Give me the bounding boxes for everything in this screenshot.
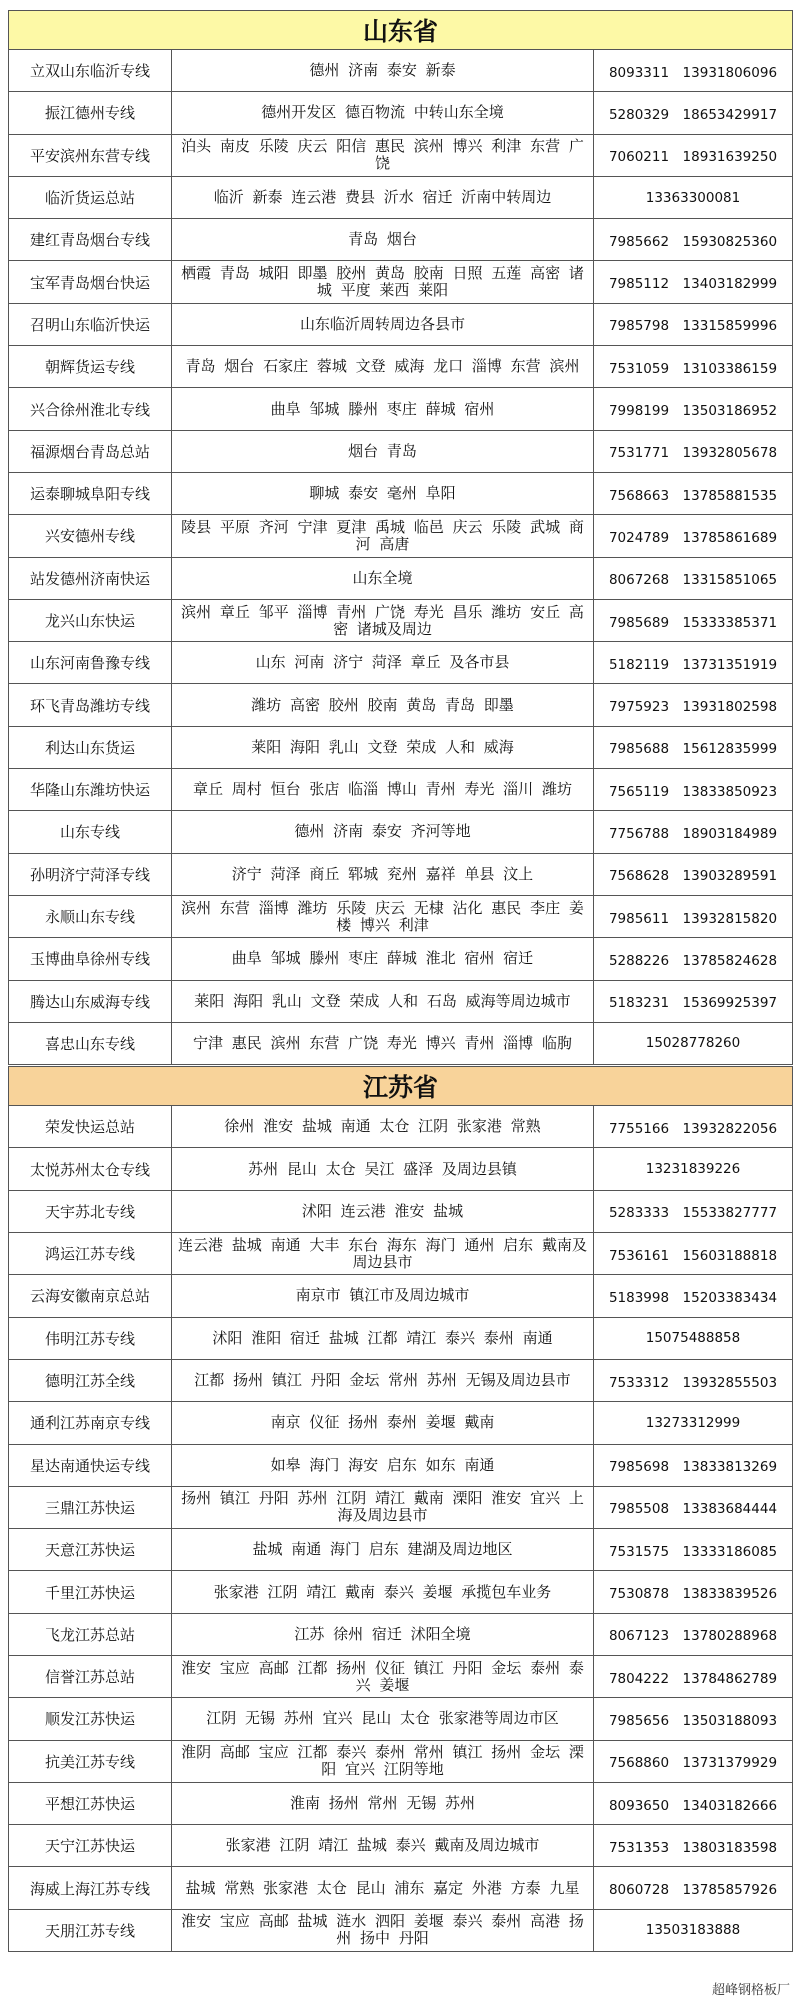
phone-numbers: 7985798 13315859996 [608, 318, 778, 335]
phone-numbers: 7985689 15333385371 [608, 614, 778, 631]
phone-numbers: 7755166 13932822056 [608, 1120, 778, 1137]
company-name: 千里江苏快运 [9, 1571, 172, 1612]
phone-numbers: 7531353 13803183598 [608, 1839, 778, 1856]
phone-numbers: 7568860 13731379929 [608, 1755, 778, 1772]
company-name: 天朋江苏专线 [9, 1910, 172, 1951]
service-areas: 德州 济南 泰安 齐河等地 [172, 811, 594, 852]
table-row [9, 345, 792, 387]
watermark: 超峰钢格板厂 [711, 1983, 790, 1998]
table-row [9, 1359, 792, 1401]
company-name: 平安滨州东营专线 [9, 135, 172, 176]
service-areas: 盐城 南通 海门 启东 建湖及周边地区 [172, 1529, 594, 1570]
service-areas: 沭阳 淮阳 宿迁 盐城 江都 靖江 泰兴 泰州 南通 [172, 1318, 594, 1359]
company-name: 抗美江苏专线 [9, 1741, 172, 1782]
service-areas: 潍坊 高密 胶州 胶南 黄岛 青岛 即墨 [172, 684, 594, 725]
company-name: 鸿运江苏专线 [9, 1233, 172, 1274]
service-areas: 江苏 徐州 宿迁 沭阳全境 [172, 1614, 594, 1655]
table-row [9, 683, 792, 725]
table-row [9, 514, 792, 556]
service-areas: 聊城 泰安 毫州 阜阳 [172, 473, 594, 514]
phone-numbers: 5182119 13731351919 [608, 656, 778, 673]
table-row [9, 1782, 792, 1824]
service-areas: 曲阜 邹城 滕州 枣庄 薛城 宿州 [172, 388, 594, 429]
phone-numbers: 7985508 13383684444 [608, 1501, 778, 1518]
service-areas: 盐城 常熟 张家港 太仓 昆山 浦东 嘉定 外港 方泰 九星 [172, 1867, 594, 1908]
phone-numbers: 5183231 15369925397 [608, 995, 778, 1012]
company-name: 天宁江苏快运 [9, 1825, 172, 1866]
service-areas: 张家港 江阴 靖江 盐城 泰兴 戴南及周边城市 [172, 1825, 594, 1866]
table-row [9, 1697, 792, 1739]
table-row [9, 1232, 792, 1274]
table-row [9, 557, 792, 599]
service-areas: 淮安 宝应 高邮 盐城 涟水 泗阳 姜堰 泰兴 泰州 高港 扬州 扬中 丹阳 [172, 1910, 594, 1951]
section-header: 山东省 [8, 10, 793, 49]
phone-numbers: 7531575 13333186085 [608, 1543, 778, 1560]
company-name: 环飞青岛潍坊专线 [9, 684, 172, 725]
service-areas: 莱阳 海阳 乳山 文登 荣成 人和 石岛 威海等周边城市 [172, 981, 594, 1022]
service-areas: 淮南 扬州 常州 无锡 苏州 [172, 1783, 594, 1824]
table-row [9, 937, 792, 979]
phone-numbers: 13503183888 [645, 1922, 741, 1939]
phone-numbers: 7536161 15603188818 [608, 1247, 778, 1264]
table-row [9, 1909, 792, 1951]
table-row [9, 1190, 792, 1232]
table-row [9, 1740, 792, 1782]
phone-numbers: 5288226 13785824628 [608, 952, 778, 969]
service-areas: 江阴 无锡 苏州 宜兴 昆山 太仓 张家港等周边市区 [172, 1698, 594, 1739]
service-areas: 如皋 海门 海安 启东 如东 南通 [172, 1445, 594, 1486]
phone-numbers: 15075488858 [645, 1330, 741, 1347]
service-areas: 栖霞 青岛 城阳 即墨 胶州 黄岛 胶南 日照 五莲 高密 诸城 平度 莱西 莱阳 [172, 261, 594, 302]
table-row [9, 726, 792, 768]
section-table [8, 49, 793, 1065]
company-name: 海威上海江苏专线 [9, 1867, 172, 1908]
service-areas: 滨州 东营 淄博 潍坊 乐陵 庆云 无棣 沾化 惠民 李庄 姜楼 博兴 利津 [172, 896, 594, 937]
table-row [9, 472, 792, 514]
table-row [9, 1528, 792, 1570]
table-row [9, 1444, 792, 1486]
table-row [9, 599, 792, 641]
table-row [9, 1274, 792, 1316]
table-row [9, 1570, 792, 1612]
table-row [9, 387, 792, 429]
company-name: 信誉江苏总站 [9, 1656, 172, 1697]
company-name: 云海安徽南京总站 [9, 1275, 172, 1316]
company-name: 宝军青岛烟台快运 [9, 261, 172, 302]
table-row [9, 430, 792, 472]
table-row [9, 641, 792, 683]
phone-numbers: 7985611 13932815820 [608, 910, 778, 927]
company-name: 山东专线 [9, 811, 172, 852]
company-name: 振江德州专线 [9, 92, 172, 133]
phone-numbers: 13273312999 [645, 1414, 741, 1431]
phone-numbers: 7985662 15930825360 [608, 233, 778, 250]
service-areas: 徐州 淮安 盐城 南通 太仓 江阴 张家港 常熟 [172, 1106, 594, 1147]
company-name: 利达山东货运 [9, 727, 172, 768]
table-row [9, 1824, 792, 1866]
phone-numbers: 8067268 13315851065 [608, 572, 778, 589]
service-areas: 连云港 盐城 南通 大丰 东台 海东 海门 通州 启东 戴南及周边县市 [172, 1233, 594, 1274]
table-row [9, 176, 792, 218]
phone-numbers: 7985698 13833813269 [608, 1459, 778, 1476]
table-row [9, 895, 792, 937]
phone-numbers: 7985656 13503188093 [608, 1712, 778, 1729]
service-areas: 淮阴 高邮 宝应 江都 泰兴 泰州 常州 镇江 扬州 金坛 溧阳 宜兴 江阴等地 [172, 1741, 594, 1782]
table-row [9, 218, 792, 260]
service-areas: 莱阳 海阳 乳山 文登 荣成 人和 威海 [172, 727, 594, 768]
company-name: 太悦苏州太仓专线 [9, 1148, 172, 1189]
service-areas: 济宁 菏泽 商丘 郓城 兖州 嘉祥 单县 汶上 [172, 854, 594, 895]
table-row [9, 1486, 792, 1528]
company-name: 临沂货运总站 [9, 177, 172, 218]
service-areas: 德州开发区 德百物流 中转山东全境 [172, 92, 594, 133]
company-name: 三鼎江苏快运 [9, 1487, 172, 1528]
table-row [9, 91, 792, 133]
table-row [9, 1613, 792, 1655]
phone-numbers: 5280329 18653429917 [608, 106, 778, 123]
table-row [9, 134, 792, 176]
table-row [9, 768, 792, 810]
company-name: 运泰聊城阜阳专线 [9, 473, 172, 514]
company-name: 天意江苏快运 [9, 1529, 172, 1570]
section-header: 江苏省 [8, 1066, 793, 1105]
service-areas: 江都 扬州 镇江 丹阳 金坛 常州 苏州 无锡及周边县市 [172, 1360, 594, 1401]
phone-numbers: 13363300081 [645, 189, 741, 206]
company-name: 腾达山东威海专线 [9, 981, 172, 1022]
phone-numbers: 13231839226 [645, 1161, 741, 1178]
phone-numbers: 7568628 13903289591 [608, 868, 778, 885]
company-name: 顺发江苏快运 [9, 1698, 172, 1739]
service-areas: 山东 河南 济宁 菏泽 章丘 及各市县 [172, 642, 594, 683]
company-name: 兴合徐州淮北专线 [9, 388, 172, 429]
freight-directory [8, 10, 793, 1952]
company-name: 天宇苏北专线 [9, 1191, 172, 1232]
company-name: 荣发快运总站 [9, 1106, 172, 1147]
section-table [8, 1105, 793, 1952]
company-name: 德明江苏全线 [9, 1360, 172, 1401]
table-row [9, 1022, 792, 1064]
service-areas: 烟台 青岛 [172, 431, 594, 472]
company-name: 喜忠山东专线 [9, 1023, 172, 1064]
phone-numbers: 7531059 13103386159 [608, 360, 778, 377]
service-areas: 宁津 惠民 滨州 东营 广饶 寿光 博兴 青州 淄博 临朐 [172, 1023, 594, 1064]
phone-numbers: 7533312 13932855503 [608, 1374, 778, 1391]
phone-numbers: 7060211 18931639250 [608, 149, 778, 166]
phone-numbers: 7568663 13785881535 [608, 487, 778, 504]
table-row [9, 1147, 792, 1189]
company-name: 永顺山东专线 [9, 896, 172, 937]
service-areas: 山东临沂周转周边各县市 [172, 304, 594, 345]
table-row [9, 260, 792, 302]
company-name: 星达南通快运专线 [9, 1445, 172, 1486]
company-name: 站发德州济南快运 [9, 558, 172, 599]
company-name: 兴安德州专线 [9, 515, 172, 556]
service-areas: 青岛 烟台 [172, 219, 594, 260]
company-name: 玉博曲阜徐州专线 [9, 938, 172, 979]
company-name: 通利江苏南京专线 [9, 1402, 172, 1443]
service-areas: 山东全境 [172, 558, 594, 599]
phone-numbers: 7804222 13784862789 [608, 1670, 778, 1687]
company-name: 华隆山东潍坊快运 [9, 769, 172, 810]
table-row [9, 810, 792, 852]
service-areas: 章丘 周村 恒台 张店 临淄 博山 青州 寿光 淄川 潍坊 [172, 769, 594, 810]
table-row [9, 303, 792, 345]
service-areas: 泊头 南皮 乐陵 庆云 阳信 惠民 滨州 博兴 利津 东营 广饶 [172, 135, 594, 176]
company-name: 福源烟台青岛总站 [9, 431, 172, 472]
phone-numbers: 7531771 13932805678 [608, 445, 778, 462]
service-areas: 淮安 宝应 高邮 江都 扬州 仪征 镇江 丹阳 金坛 泰州 泰兴 姜堰 [172, 1656, 594, 1697]
phone-numbers: 7985112 13403182999 [608, 276, 778, 293]
phone-numbers: 7998199 13503186952 [608, 403, 778, 420]
service-areas: 沭阳 连云港 淮安 盐城 [172, 1191, 594, 1232]
phone-numbers: 8067123 13780288968 [608, 1628, 778, 1645]
service-areas: 滨州 章丘 邹平 淄博 青州 广饶 寿光 昌乐 潍坊 安丘 高密 诸城及周边 [172, 600, 594, 641]
table-row [9, 980, 792, 1022]
table-row [9, 1317, 792, 1359]
company-name: 山东河南鲁豫专线 [9, 642, 172, 683]
service-areas: 临沂 新泰 连云港 费县 沂水 宿迁 沂南中转周边 [172, 177, 594, 218]
phone-numbers: 5183998 15203383434 [608, 1289, 778, 1306]
company-name: 朝辉货运专线 [9, 346, 172, 387]
phone-numbers: 8093311 13931806096 [608, 64, 778, 81]
service-areas: 苏州 昆山 太仓 吴江 盛泽 及周边县镇 [172, 1148, 594, 1189]
company-name: 建红青岛烟台专线 [9, 219, 172, 260]
phone-numbers: 8093650 13403182666 [608, 1797, 778, 1814]
table-row [9, 853, 792, 895]
phone-numbers: 7975923 13931802598 [608, 699, 778, 716]
company-name: 孙明济宁菏泽专线 [9, 854, 172, 895]
company-name: 龙兴山东快运 [9, 600, 172, 641]
phone-numbers: 7024789 13785861689 [608, 529, 778, 546]
company-name: 立双山东临沂专线 [9, 50, 172, 91]
company-name: 飞龙江苏总站 [9, 1614, 172, 1655]
phone-numbers: 7530878 13833839526 [608, 1586, 778, 1603]
service-areas: 扬州 镇江 丹阳 苏州 江阴 靖江 戴南 溧阳 淮安 宜兴 上海及周边县市 [172, 1487, 594, 1528]
service-areas: 南京 仪征 扬州 泰州 姜堰 戴南 [172, 1402, 594, 1443]
service-areas: 张家港 江阴 靖江 戴南 泰兴 姜堰 承揽包车业务 [172, 1571, 594, 1612]
phone-numbers: 8060728 13785857926 [608, 1882, 778, 1899]
phone-numbers: 15028778260 [645, 1035, 741, 1052]
phone-numbers: 5283333 15533827777 [608, 1205, 778, 1222]
company-name: 平想江苏快运 [9, 1783, 172, 1824]
table-row [9, 1401, 792, 1443]
service-areas: 陵县 平原 齐河 宁津 夏津 禹城 临邑 庆云 乐陵 武城 商河 高唐 [172, 515, 594, 556]
table-row [9, 1105, 792, 1147]
service-areas: 曲阜 邹城 滕州 枣庄 薛城 淮北 宿州 宿迁 [172, 938, 594, 979]
table-row [9, 1655, 792, 1697]
company-name: 召明山东临沂快运 [9, 304, 172, 345]
service-areas: 德州 济南 泰安 新泰 [172, 50, 594, 91]
phone-numbers: 7565119 13833850923 [608, 783, 778, 800]
phone-numbers: 7756788 18903184989 [608, 825, 778, 842]
phone-numbers: 7985688 15612835999 [608, 741, 778, 758]
company-name: 伟明江苏专线 [9, 1318, 172, 1359]
service-areas: 南京市 镇江市及周边城市 [172, 1275, 594, 1316]
table-row [9, 1866, 792, 1908]
service-areas: 青岛 烟台 石家庄 蓉城 文登 威海 龙口 淄博 东营 滨州 [172, 346, 594, 387]
table-row [9, 49, 792, 91]
